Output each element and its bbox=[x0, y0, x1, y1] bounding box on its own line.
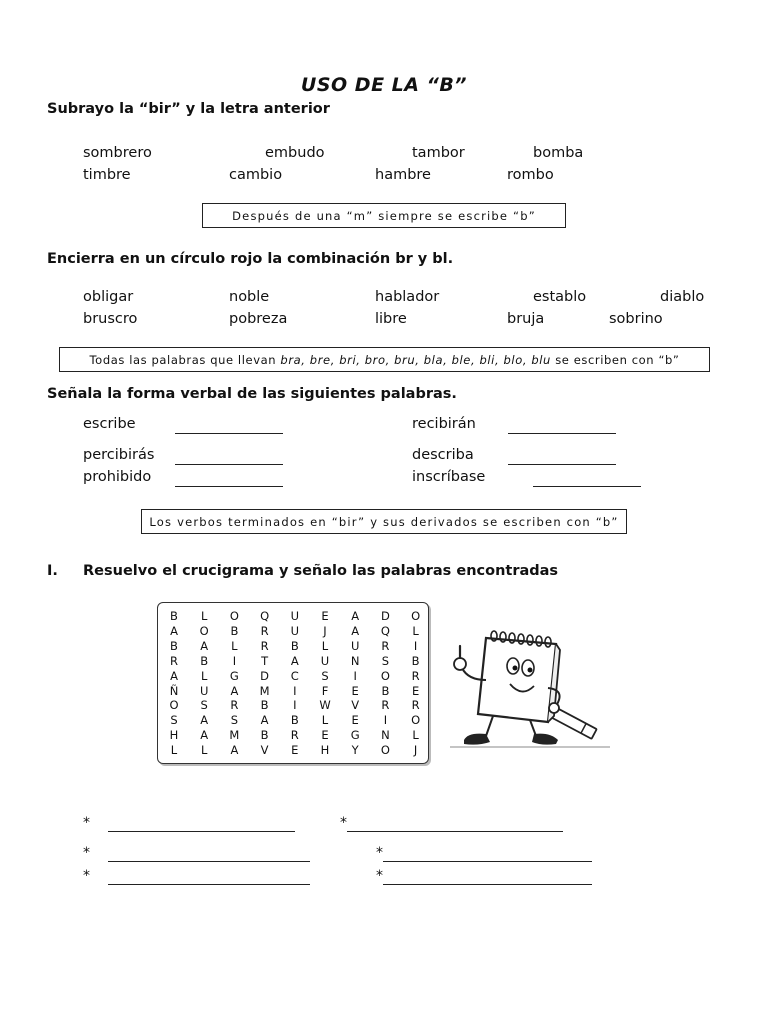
word-item: rombo bbox=[507, 167, 554, 183]
verb-item: escribe bbox=[83, 416, 136, 432]
section4-number: I. bbox=[47, 563, 58, 579]
grid-letter[interactable]: N bbox=[381, 728, 390, 743]
grid-letter[interactable]: I bbox=[353, 668, 357, 683]
grid-letter[interactable]: O bbox=[411, 609, 421, 623]
word-item: bruja bbox=[507, 311, 545, 327]
notepad-mascot-icon bbox=[438, 628, 613, 754]
word-item: cambio bbox=[229, 167, 283, 183]
rule-text: Los verbos terminados en “bir” y sus derivados se escriben con “b” bbox=[149, 514, 619, 529]
grid-letter[interactable]: E bbox=[321, 728, 329, 743]
word-item: noble bbox=[229, 289, 270, 305]
grid-letter[interactable]: A bbox=[260, 713, 269, 728]
grid-letter[interactable]: O bbox=[199, 623, 209, 638]
grid-letter[interactable]: A bbox=[200, 728, 209, 743]
grid-letter[interactable]: G bbox=[229, 668, 239, 683]
grid-letter[interactable]: O bbox=[229, 609, 239, 623]
grid-letter[interactable]: B bbox=[230, 623, 239, 638]
word-item: establo bbox=[533, 289, 587, 305]
grid-letter[interactable]: S bbox=[321, 668, 329, 683]
grid-letter[interactable]: B bbox=[290, 713, 299, 728]
answer-blank[interactable] bbox=[175, 433, 283, 434]
grid-letter[interactable]: O bbox=[380, 743, 390, 758]
grid-letter[interactable]: H bbox=[169, 728, 179, 743]
word-item: diablo bbox=[660, 289, 705, 305]
grid-letter[interactable]: F bbox=[321, 683, 329, 698]
grid-letter[interactable]: E bbox=[291, 743, 299, 758]
rule-text: Después de una “m” siempre se escribe “b” bbox=[232, 208, 536, 223]
grid-letter[interactable]: S bbox=[230, 713, 239, 728]
grid-letter[interactable]: S bbox=[200, 698, 208, 713]
rule-text-pre: Todas las palabras que llevan bbox=[89, 352, 277, 367]
grid-letter[interactable]: D bbox=[260, 668, 270, 683]
rule-box-br-bl bbox=[59, 347, 710, 372]
answer-line[interactable] bbox=[383, 884, 592, 885]
answer-blank[interactable] bbox=[175, 486, 283, 487]
grid-letter[interactable]: L bbox=[412, 728, 419, 743]
grid-letter[interactable]: A bbox=[290, 653, 299, 668]
grid-letter[interactable]: I bbox=[383, 713, 388, 728]
grid-letter[interactable]: Q bbox=[260, 609, 270, 623]
grid-letter[interactable]: Ñ bbox=[169, 683, 179, 698]
grid-letter[interactable]: L bbox=[200, 668, 208, 683]
grid-letter[interactable]: E bbox=[351, 713, 359, 728]
answer-blank[interactable] bbox=[508, 433, 616, 434]
answer-line[interactable] bbox=[108, 831, 295, 832]
bullet-asterisk: * bbox=[83, 868, 90, 884]
rule-box-bir bbox=[141, 509, 627, 534]
grid-letter[interactable]: R bbox=[381, 698, 390, 713]
grid-letter[interactable]: J bbox=[413, 743, 418, 758]
grid-letter[interactable]: H bbox=[320, 743, 330, 758]
grid-letter[interactable]: O bbox=[169, 698, 179, 713]
answer-blank[interactable] bbox=[533, 486, 641, 487]
grid-letter[interactable]: Y bbox=[351, 743, 359, 758]
grid-letter[interactable]: I bbox=[293, 698, 297, 713]
rule-box-m-b bbox=[202, 203, 566, 228]
grid-letter[interactable]: M bbox=[259, 683, 270, 698]
grid-letter[interactable]: N bbox=[350, 653, 360, 668]
grid-letter[interactable]: D bbox=[380, 609, 390, 623]
bullet-asterisk: * bbox=[83, 815, 90, 831]
grid-letter[interactable]: B bbox=[290, 638, 299, 653]
word-item: embudo bbox=[265, 145, 325, 161]
section3-heading: Señala la forma verbal de las siguientes palabras. bbox=[47, 386, 457, 402]
grid-letter[interactable]: S bbox=[170, 713, 178, 728]
grid-letter[interactable]: B bbox=[381, 683, 390, 698]
grid-letter[interactable]: Q bbox=[380, 623, 390, 638]
grid-letter[interactable]: L bbox=[321, 638, 329, 653]
grid-letter[interactable]: A bbox=[170, 623, 178, 638]
grid-letter[interactable]: A bbox=[230, 683, 239, 698]
grid-letter[interactable]: A bbox=[351, 609, 360, 623]
section2-heading: Encierra en un círculo rojo la combinación br y bl. bbox=[47, 251, 454, 267]
grid-letter[interactable]: T bbox=[261, 653, 269, 668]
grid-letter[interactable]: R bbox=[230, 698, 239, 713]
word-item: hablador bbox=[375, 289, 440, 305]
verb-item: recibirán bbox=[412, 416, 476, 432]
grid-letter[interactable]: B bbox=[411, 653, 420, 668]
grid-letter[interactable]: I bbox=[293, 683, 297, 698]
grid-letter[interactable]: A bbox=[351, 623, 360, 638]
verb-item: percibirás bbox=[83, 447, 155, 463]
answer-blank[interactable] bbox=[175, 464, 283, 465]
grid-letter[interactable]: V bbox=[260, 743, 269, 758]
word-item: sombrero bbox=[83, 145, 152, 161]
word-item: pobreza bbox=[229, 311, 288, 327]
grid-letter[interactable]: O bbox=[380, 668, 390, 683]
grid-letter[interactable]: L bbox=[412, 623, 419, 638]
answer-line[interactable] bbox=[108, 884, 310, 885]
rule-text-italic: bra, bre, bri, bro, bru, bla, ble, bli, blo, blu bbox=[280, 352, 551, 367]
grid-letter[interactable]: R bbox=[411, 668, 420, 683]
grid-letter[interactable]: L bbox=[231, 638, 238, 653]
grid-letter[interactable]: R bbox=[260, 638, 269, 653]
grid-letter[interactable]: S bbox=[381, 653, 390, 668]
grid-letter[interactable]: I bbox=[413, 638, 418, 653]
verb-item: describa bbox=[412, 447, 474, 463]
word-item: libre bbox=[375, 311, 407, 327]
grid-letter[interactable]: L bbox=[170, 743, 178, 758]
bullet-asterisk: * bbox=[340, 815, 347, 831]
answer-blank[interactable] bbox=[508, 464, 616, 465]
word-item: bruscro bbox=[83, 311, 138, 327]
grid-letter[interactable]: A bbox=[170, 668, 178, 683]
grid-letter[interactable]: L bbox=[200, 743, 208, 758]
word-item: sobrino bbox=[609, 311, 663, 327]
grid-letter[interactable]: U bbox=[350, 638, 360, 653]
answer-line[interactable] bbox=[383, 861, 592, 862]
grid-letter[interactable]: U bbox=[320, 653, 330, 668]
grid-letter[interactable]: B bbox=[260, 698, 269, 713]
word-item: bomba bbox=[533, 145, 584, 161]
grid-letter[interactable]: L bbox=[200, 609, 208, 623]
word-item: hambre bbox=[375, 167, 431, 183]
grid-letter[interactable]: V bbox=[351, 698, 360, 713]
word-item: obligar bbox=[83, 289, 134, 305]
grid-letter[interactable]: B bbox=[200, 653, 209, 668]
grid-letter[interactable]: B bbox=[260, 728, 269, 743]
grid-letter[interactable]: W bbox=[319, 698, 331, 713]
grid-letter[interactable]: U bbox=[290, 623, 299, 638]
section1-heading: Subrayo la “bir” y la letra anterior bbox=[47, 101, 330, 117]
grid-letter[interactable]: G bbox=[350, 728, 360, 743]
grid-letter[interactable]: E bbox=[411, 683, 420, 698]
page-title: USO DE LA “B” bbox=[300, 74, 468, 96]
answer-line[interactable] bbox=[108, 861, 310, 862]
grid-letter[interactable]: R bbox=[170, 653, 178, 668]
grid-letter[interactable]: A bbox=[230, 743, 239, 758]
grid-letter[interactable]: R bbox=[260, 623, 269, 638]
grid-letter[interactable]: U bbox=[290, 609, 299, 623]
verb-item: prohibido bbox=[83, 469, 152, 485]
grid-letter[interactable]: A bbox=[200, 713, 209, 728]
grid-letter[interactable]: B bbox=[170, 609, 178, 623]
section4-heading: Resuelvo el crucigrama y señalo las palabras encontradas bbox=[83, 563, 559, 579]
grid-letter[interactable]: M bbox=[229, 728, 240, 743]
verb-item: inscríbase bbox=[412, 469, 486, 485]
grid-letter[interactable]: L bbox=[321, 713, 329, 728]
bullet-asterisk: * bbox=[376, 845, 383, 861]
bullet-asterisk: * bbox=[83, 845, 90, 861]
grid-letter[interactable]: R bbox=[381, 638, 390, 653]
grid-letter[interactable]: U bbox=[199, 683, 209, 698]
grid-letter[interactable]: I bbox=[232, 653, 237, 668]
answer-line[interactable] bbox=[347, 831, 563, 832]
grid-letter[interactable]: B bbox=[170, 638, 178, 653]
grid-letter[interactable]: E bbox=[351, 683, 359, 698]
bullet-asterisk: * bbox=[376, 868, 383, 884]
rule-text-post: se escriben con “b” bbox=[555, 352, 680, 367]
grid-letter[interactable]: R bbox=[411, 698, 420, 713]
grid-letter[interactable]: E bbox=[321, 609, 329, 623]
grid-letter[interactable]: O bbox=[411, 713, 421, 728]
grid-letter[interactable]: A bbox=[200, 638, 209, 653]
grid-letter[interactable]: J bbox=[323, 623, 327, 638]
grid-letter[interactable]: R bbox=[290, 728, 299, 743]
grid-letter[interactable]: C bbox=[290, 668, 299, 683]
word-item: timbre bbox=[83, 167, 131, 183]
word-item: tambor bbox=[412, 145, 465, 161]
